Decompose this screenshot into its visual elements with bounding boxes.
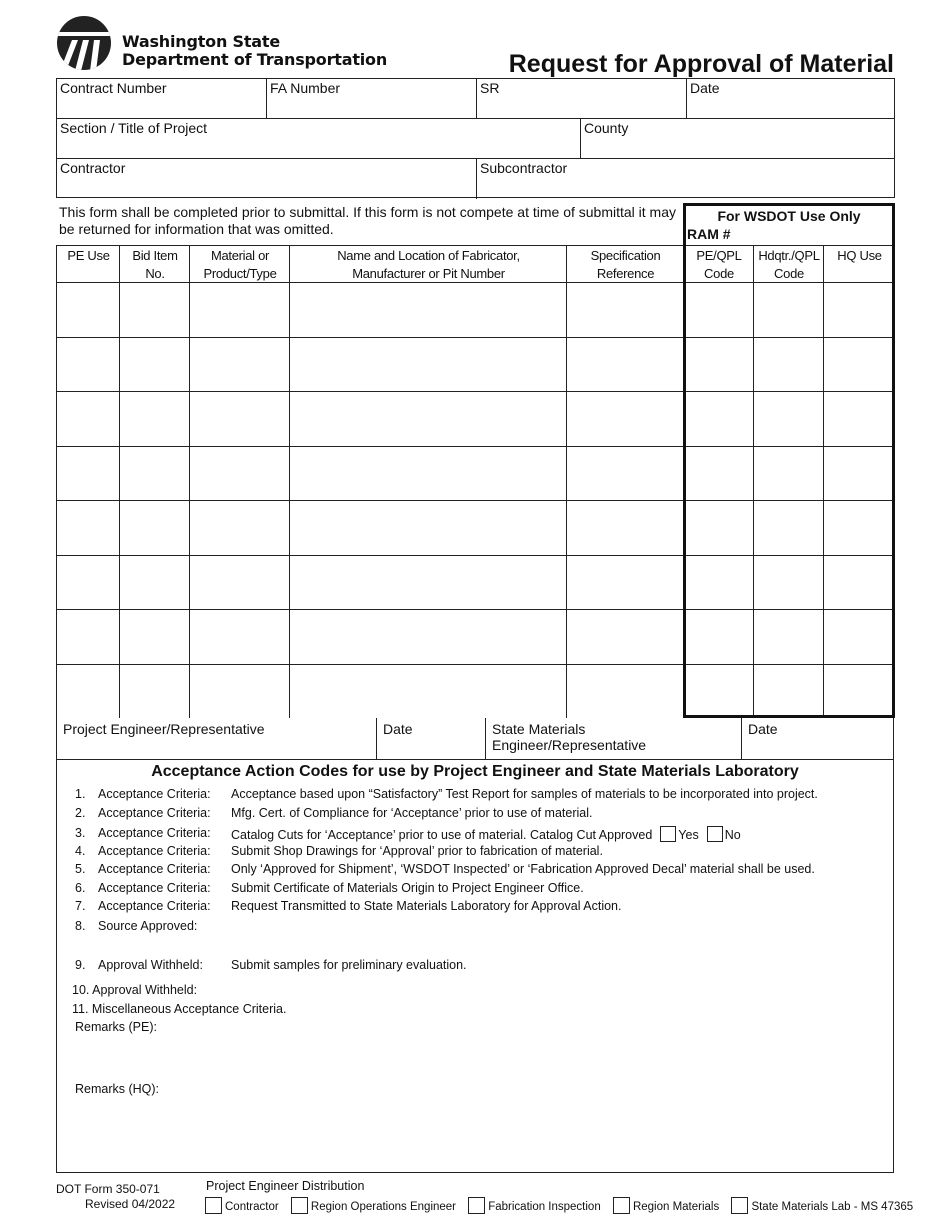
pe-date-label: Date: [383, 721, 413, 737]
code-num: 5.: [75, 862, 86, 876]
table-cell[interactable]: [567, 501, 683, 555]
table-cell[interactable]: [57, 610, 119, 664]
code-text: Request Transmitted to State Materials Laboratory for Approval Action.: [231, 899, 622, 913]
code-text: Submit Certificate of Materials Origin to Project Engineer Office.: [231, 881, 584, 895]
table-cell[interactable]: [290, 501, 566, 555]
column-header-line1: Hdqtr./QPL: [758, 248, 820, 263]
code-label: Acceptance Criteria:: [98, 787, 211, 801]
code-11: 11. Miscellaneous Acceptance Criteria.: [72, 1002, 287, 1016]
table-cell[interactable]: [190, 338, 289, 392]
distribution-checkbox[interactable]: [731, 1197, 748, 1214]
table-cell[interactable]: [290, 610, 566, 664]
distribution-label-text: Region Operations Engineer: [310, 1201, 457, 1213]
code-label: Acceptance Criteria:: [98, 881, 211, 895]
sme-representative-field[interactable]: [486, 718, 742, 759]
code-text: Mfg. Cert. of Compliance for ‘Acceptance’ prior to use of material.: [231, 806, 593, 820]
distribution-label: Project Engineer Distribution: [206, 1179, 365, 1193]
catalog-no-checkbox[interactable]: [707, 826, 723, 842]
table-cell[interactable]: [57, 447, 119, 501]
wsdot-use-only-title: For WSDOT Use Only: [717, 208, 861, 224]
code-label: Acceptance Criteria:: [98, 844, 211, 858]
table-cell[interactable]: [120, 338, 189, 392]
distribution-item[interactable]: [613, 1197, 719, 1214]
column-header-line1: Bid Item: [132, 248, 178, 263]
code-label: Acceptance Criteria:: [98, 826, 211, 840]
column-header: [120, 247, 190, 283]
catalog-no-label: No: [724, 828, 741, 842]
table-cell[interactable]: [290, 392, 566, 446]
column-header-line1: Specification: [590, 248, 661, 263]
table-cell[interactable]: [190, 392, 289, 446]
table-cell[interactable]: [57, 556, 119, 610]
column-header-line2: No.: [145, 266, 165, 281]
code-label: Source Approved:: [98, 919, 198, 933]
column-header-line2: Reference: [596, 266, 655, 281]
table-cell[interactable]: [190, 610, 289, 664]
table-cell[interactable]: [567, 338, 683, 392]
code-num: 7.: [75, 899, 86, 913]
table-cell[interactable]: [120, 610, 189, 664]
distribution-item[interactable]: [731, 1197, 913, 1214]
code-num: 3.: [75, 826, 86, 840]
column-header-line1: HQ Use: [837, 248, 882, 263]
contractor-label: Contractor: [60, 160, 126, 176]
section-title-field[interactable]: [57, 119, 581, 158]
column-header-line1: PE/QPL: [696, 248, 742, 263]
remarks-hq-label: Remarks (HQ):: [75, 1082, 160, 1096]
table-cell[interactable]: [120, 501, 189, 555]
code-text: Acceptance based upon “Satisfactory” Test Report for samples of materials to be incorporated into project.: [231, 787, 818, 801]
project-info-table: [56, 78, 895, 198]
pe-representative-field[interactable]: [57, 718, 377, 759]
table-cell[interactable]: [567, 447, 683, 501]
column-header: [290, 247, 567, 283]
ram-number-label: RAM #: [687, 226, 731, 242]
column-header-line2: Manufacturer or Pit Number: [352, 266, 505, 281]
table-cell[interactable]: [290, 447, 566, 501]
sme-representative-label: State Materials Engineer/Representative: [492, 721, 647, 753]
table-cell[interactable]: [290, 338, 566, 392]
table-cell[interactable]: [120, 665, 189, 719]
table-cell[interactable]: [120, 556, 189, 610]
pe-date-field[interactable]: [377, 718, 486, 759]
wsdot-use-only-box: [683, 203, 895, 718]
agency-line1: Washington State: [122, 32, 280, 51]
table-cell[interactable]: [567, 392, 683, 446]
table-cell[interactable]: [190, 283, 289, 337]
code-num: 8.: [75, 919, 86, 933]
pe-representative-label: Project Engineer/Representative: [63, 721, 265, 737]
code-label: Approval Withheld:: [98, 958, 203, 972]
distribution-item[interactable]: [468, 1197, 601, 1214]
fa-number-label: FA Number: [270, 80, 341, 96]
distribution-item[interactable]: [205, 1197, 279, 1214]
column-header: [57, 247, 120, 265]
remarks-hq-field[interactable]: [72, 1100, 882, 1168]
remarks-pe-label: Remarks (PE):: [75, 1020, 157, 1034]
code-label: Acceptance Criteria:: [98, 899, 211, 913]
distribution-label-text: Region Materials: [632, 1201, 720, 1213]
code-label: Acceptance Criteria:: [98, 862, 211, 876]
agency-name: [122, 33, 387, 69]
column-header-line2: Product/Type: [203, 266, 277, 281]
agency-line2: Department of Transportation: [122, 50, 388, 69]
table-cell[interactable]: [57, 338, 119, 392]
distribution-checkboxes: [205, 1197, 922, 1214]
catalog-yes-checkbox[interactable]: [660, 826, 676, 842]
distribution-label-text: State Materials Lab - MS 47365: [751, 1201, 914, 1213]
code-text: Catalog Cuts for ‘Acceptance’ prior to use of material. Catalog Cut Approved: [231, 828, 653, 842]
code-num: 1.: [75, 787, 86, 801]
table-cell[interactable]: [57, 392, 119, 446]
revised-date: Revised 04/2022: [85, 1197, 176, 1211]
fa-number-field[interactable]: [267, 79, 477, 118]
instructions-text: This form shall be completed prior to submittal. If this form is not compete at time of submittal it may be returned for information that was omitted.: [59, 204, 677, 237]
column-header-line2: Code: [774, 266, 804, 281]
table-cell[interactable]: [290, 556, 566, 610]
code-num: 4.: [75, 844, 86, 858]
distribution-label-text: Contractor: [225, 1201, 279, 1213]
sr-label: SR: [480, 80, 500, 96]
form-info: [56, 1182, 175, 1212]
subcontractor-label: Subcontractor: [480, 160, 568, 176]
county-label: County: [584, 120, 629, 136]
column-header-line1: Material or: [210, 248, 270, 263]
distribution-checkbox[interactable]: [613, 1197, 630, 1214]
section-title-label: Section / Title of Project: [60, 120, 208, 136]
column-header-line2: Code: [704, 266, 734, 281]
code-text: Submit samples for preliminary evaluation.: [231, 958, 467, 972]
contractor-field[interactable]: [57, 159, 477, 199]
table-cell[interactable]: [190, 447, 289, 501]
distribution-item[interactable]: [291, 1197, 456, 1214]
wsdot-logo-icon: [56, 15, 112, 71]
table-cell[interactable]: [190, 501, 289, 555]
table-cell[interactable]: [190, 556, 289, 610]
distribution-checkbox[interactable]: [205, 1197, 222, 1214]
signature-row: [56, 718, 894, 760]
contract-number-field[interactable]: [57, 79, 267, 118]
table-cell[interactable]: [290, 283, 566, 337]
column-header: [567, 247, 684, 283]
contract-number-label: Contract Number: [60, 80, 167, 96]
column-header-line1: PE Use: [67, 248, 110, 263]
table-cell[interactable]: [567, 556, 683, 610]
sme-date-field[interactable]: [742, 718, 895, 759]
code-num: 6.: [75, 881, 86, 895]
catalog-cut-line: [231, 826, 741, 842]
table-cell[interactable]: [567, 283, 683, 337]
table-cell[interactable]: [57, 283, 119, 337]
column-header: [190, 247, 290, 283]
acceptance-title: Acceptance Action Codes for use by Project Engineer and State Materials Laboratory: [151, 763, 799, 780]
date-field[interactable]: [687, 79, 896, 118]
code-num: 9.: [75, 958, 86, 972]
table-cell[interactable]: [290, 665, 566, 719]
table-cell[interactable]: [190, 665, 289, 719]
code-label: Acceptance Criteria:: [98, 806, 211, 820]
catalog-yes-label: Yes: [678, 828, 699, 842]
table-cell[interactable]: [120, 283, 189, 337]
county-field[interactable]: [581, 119, 896, 158]
table-cell[interactable]: [120, 447, 189, 501]
sme-date-label: Date: [748, 721, 778, 737]
wsdot-use-only-header: [686, 206, 892, 244]
sr-field[interactable]: [477, 79, 687, 118]
table-cell[interactable]: [57, 665, 119, 719]
subcontractor-field[interactable]: [477, 159, 896, 199]
table-cell[interactable]: [567, 665, 683, 719]
form-number: DOT Form 350-071: [56, 1182, 160, 1196]
table-cell[interactable]: [120, 392, 189, 446]
code-10: 10. Approval Withheld:: [72, 983, 198, 997]
table-cell[interactable]: [57, 501, 119, 555]
code-text: Submit Shop Drawings for ‘Approval’ prior to fabrication of material.: [231, 844, 603, 858]
column-header-line1: Name and Location of Fabricator,: [337, 248, 520, 263]
form-title: Request for Approval of Material: [508, 50, 894, 78]
remarks-pe-field[interactable]: [72, 1038, 882, 1078]
table-cell[interactable]: [567, 610, 683, 664]
distribution-checkbox[interactable]: [291, 1197, 308, 1214]
date-label: Date: [690, 80, 720, 96]
distribution-checkbox[interactable]: [468, 1197, 485, 1214]
distribution-label-text: Fabrication Inspection: [488, 1201, 601, 1213]
code-text: Only ‘Approved for Shipment’, ‘WSDOT Inspected’ or ‘Fabrication Approved Decal’ material shall be used.: [231, 862, 815, 876]
code-num: 2.: [75, 806, 86, 820]
